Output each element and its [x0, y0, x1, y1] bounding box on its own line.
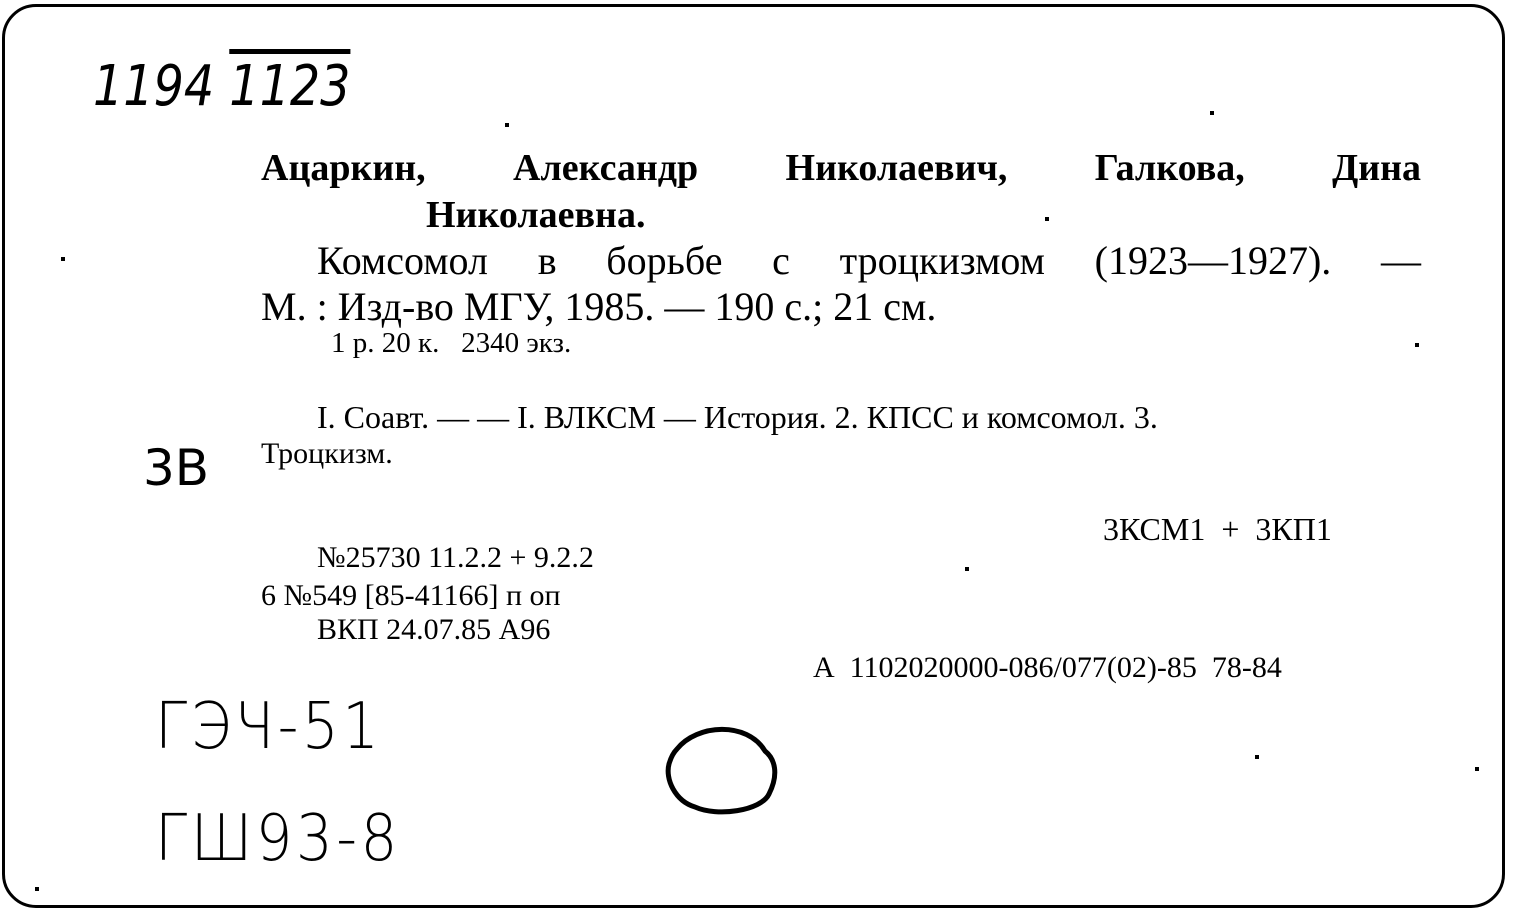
title-word-6: (1923—1927).: [1094, 238, 1332, 283]
author1-surname: Ацаркин,: [261, 147, 426, 189]
author1-patronymic: Николаевич,: [785, 147, 1008, 189]
authors-line-2: Николаевна.: [426, 194, 646, 236]
speck: [1475, 767, 1479, 771]
speck: [1415, 343, 1419, 347]
title-word-4: с: [772, 238, 790, 283]
title-word-7: —: [1380, 238, 1421, 283]
imprint-line: М. : Изд-во МГУ, 1985. — 190 с.; 21 см.: [261, 284, 937, 329]
price-line: 1 р. 20 к. 2340 экз.: [331, 327, 572, 359]
author2-name: Дина: [1332, 147, 1421, 189]
speck: [965, 567, 969, 571]
author2-surname: Галкова,: [1094, 147, 1245, 189]
subjects-line-2: Троцкизм.: [261, 437, 393, 470]
speck: [505, 123, 509, 127]
title-word-1: Комсомол: [317, 238, 488, 283]
call-number-overlined: 1123: [229, 54, 351, 119]
record-line-2: 6 №549 [85-41166] п оп: [261, 579, 561, 612]
speck: [1255, 755, 1259, 759]
handwritten-note-1: ГЭЧ-51: [155, 690, 383, 764]
title-line-1: [317, 238, 1421, 283]
handwritten-side-code: 3В: [143, 439, 210, 497]
index-line: А 1102020000-086/077(02)-85 78-84: [813, 651, 1282, 684]
title-word-2: в: [537, 238, 557, 283]
record-line-1: №25730 11.2.2 + 9.2.2: [317, 541, 594, 574]
catalog-card: [2, 4, 1505, 908]
classification: 3КСМ1 + 3КП1: [1103, 511, 1332, 547]
title-word-5: троцкизмом: [839, 238, 1045, 283]
handwritten-note-2: ГШ93-8: [155, 802, 401, 876]
title-word-3: борьбе: [606, 238, 723, 283]
subjects-line-1: I. Соавт. — — I. ВЛКСМ — История. 2. КПСС и комсомол. 3.: [317, 399, 1158, 435]
authors-line-1: [261, 149, 1421, 187]
author1-name: Александр: [513, 147, 699, 189]
speck: [61, 257, 65, 261]
handwritten-call-number: [93, 54, 351, 119]
hand-drawn-circle: [657, 719, 787, 819]
call-number-left: 1194: [93, 54, 230, 119]
speck: [1210, 111, 1214, 115]
speck: [1045, 217, 1049, 221]
speck: [35, 887, 39, 891]
record-line-3: ВКП 24.07.85 А96: [317, 613, 551, 646]
